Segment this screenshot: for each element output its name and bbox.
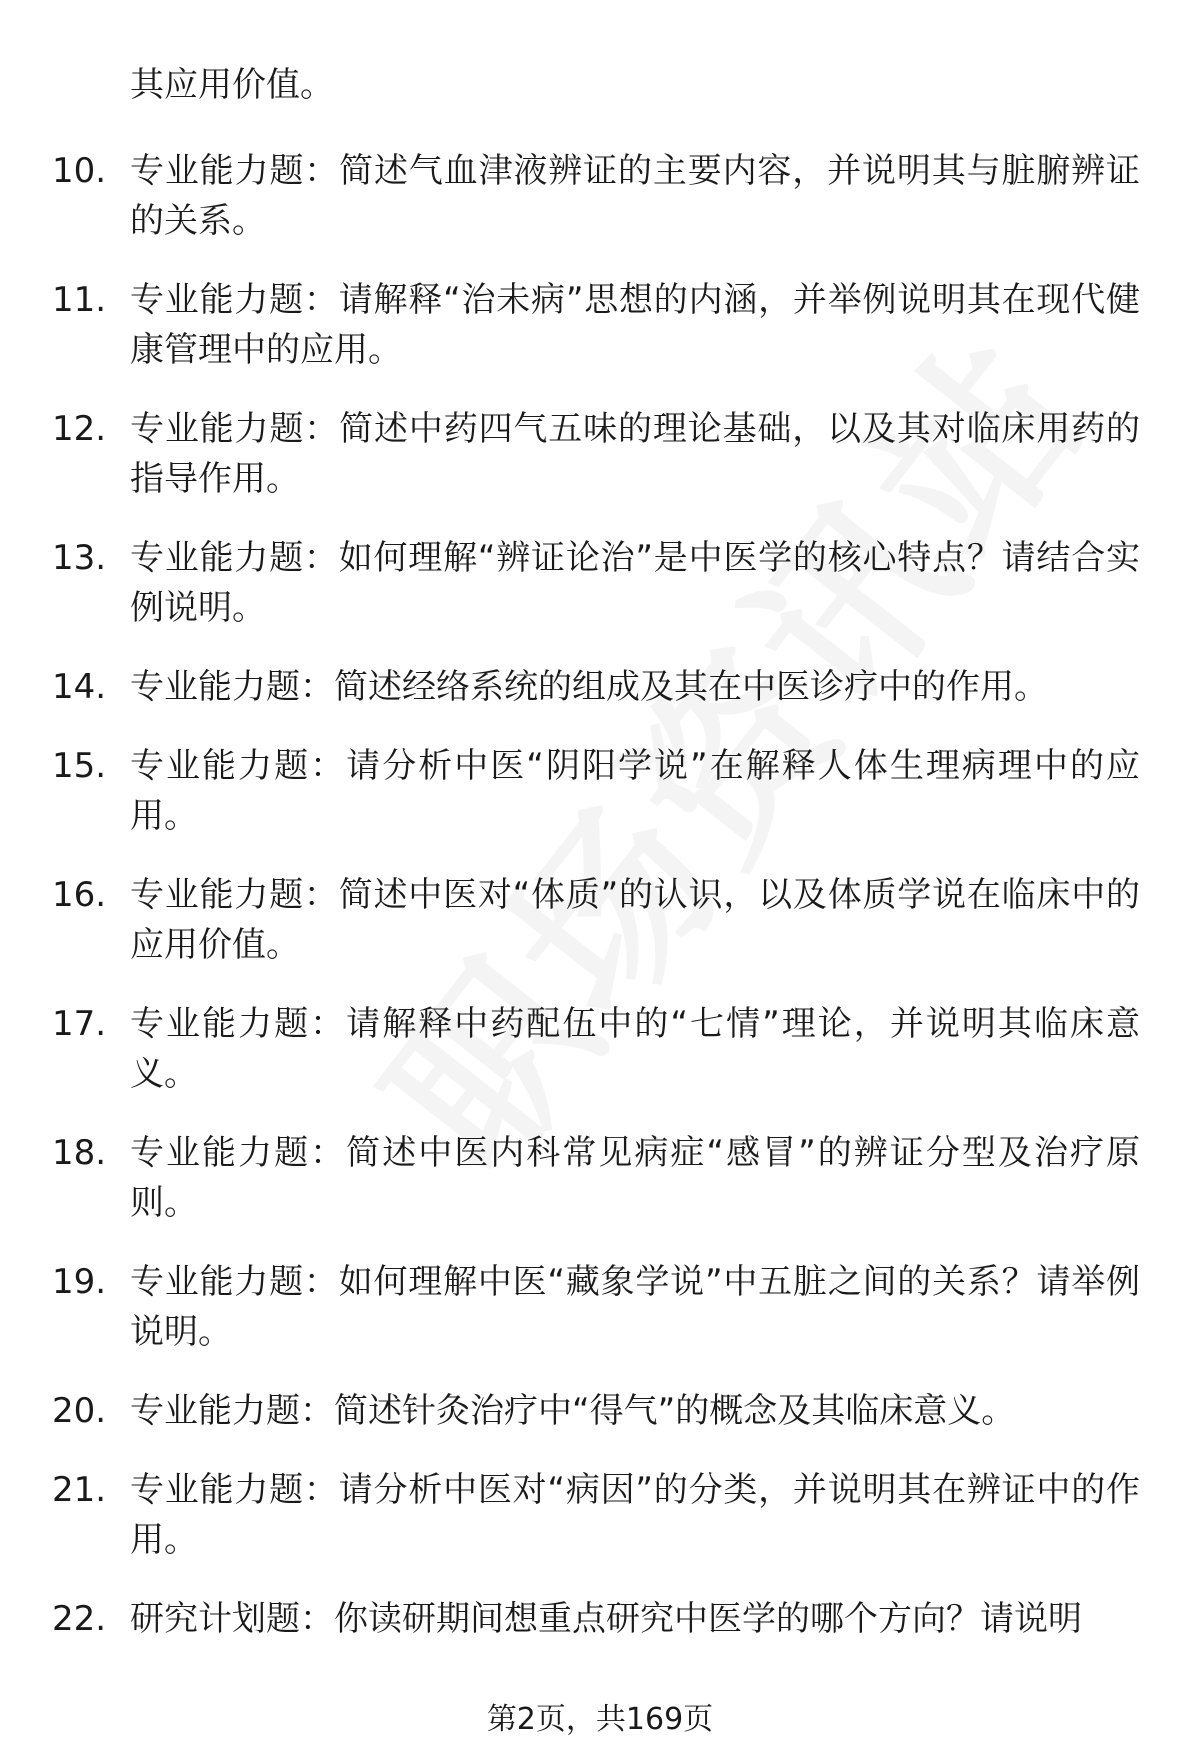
question-number: 19.	[52, 1262, 107, 1302]
question-item-19	[0, 1257, 1200, 1357]
continuation-text: 其应用价值。	[130, 65, 334, 105]
question-text: 专业能力题：如何理解中医“藏象学说”中五脏之间的关系？请举例说明。	[130, 1262, 1140, 1352]
question-item-15	[0, 741, 1200, 841]
question-text: 专业能力题：请分析中医“阴阳学说”在解释人体生理病理中的应用。	[130, 746, 1140, 836]
question-item-10	[0, 146, 1200, 246]
question-text: 专业能力题：简述气血津液辨证的主要内容，并说明其与脏腑辨证的关系。	[130, 151, 1140, 241]
question-list	[0, 146, 1200, 1673]
question-item-18	[0, 1128, 1200, 1228]
question-text: 专业能力题：简述中药四气五味的理论基础，以及其对临床用药的指导作用。	[130, 409, 1140, 499]
question-item-20	[0, 1386, 1200, 1436]
question-number: 18.	[52, 1133, 107, 1173]
question-text: 专业能力题：简述中医内科常见病症“感冒”的辨证分型及治疗原则。	[130, 1133, 1140, 1223]
question-text: 研究计划题：你读研期间想重点研究中医学的哪个方向？请说明	[130, 1599, 1082, 1639]
question-number: 11.	[52, 280, 107, 320]
question-text: 专业能力题：简述中医对“体质”的认识，以及体质学说在临床中的应用价值。	[130, 875, 1140, 965]
question-text: 专业能力题：请分析中医对“病因”的分类，并说明其在辨证中的作用。	[130, 1470, 1140, 1560]
question-number: 20.	[52, 1391, 107, 1431]
question-number: 12.	[52, 409, 107, 449]
question-item-16	[0, 870, 1200, 970]
question-text: 专业能力题：如何理解“辨证论治”是中医学的核心特点？请结合实例说明。	[130, 538, 1140, 628]
question-number: 14.	[52, 667, 107, 707]
question-number: 17.	[52, 1004, 107, 1044]
question-number: 15.	[52, 746, 107, 786]
question-number: 10.	[52, 151, 107, 191]
question-item-22	[0, 1594, 1200, 1644]
page-footer: 第2页，共169页	[486, 1702, 714, 1737]
question-item-21	[0, 1465, 1200, 1565]
question-item-13	[0, 533, 1200, 633]
question-text: 专业能力题：请解释“治未病”思想的内涵，并举例说明其在现代健康管理中的应用。	[130, 280, 1140, 370]
question-item-17	[0, 999, 1200, 1099]
question-item-12	[0, 404, 1200, 504]
question-number: 22.	[52, 1599, 107, 1639]
question-number: 16.	[52, 875, 107, 915]
question-text: 专业能力题：简述经络系统的组成及其在中医诊疗中的作用。	[130, 667, 1048, 707]
question-text: 专业能力题：请解释中药配伍中的“七情”理论，并说明其临床意义。	[130, 1004, 1140, 1094]
question-item-11	[0, 275, 1200, 375]
question-number: 13.	[52, 538, 107, 578]
question-number: 21.	[52, 1470, 107, 1510]
question-item-14	[0, 662, 1200, 712]
question-text: 专业能力题：简述针灸治疗中“得气”的概念及其临床意义。	[130, 1391, 1016, 1431]
